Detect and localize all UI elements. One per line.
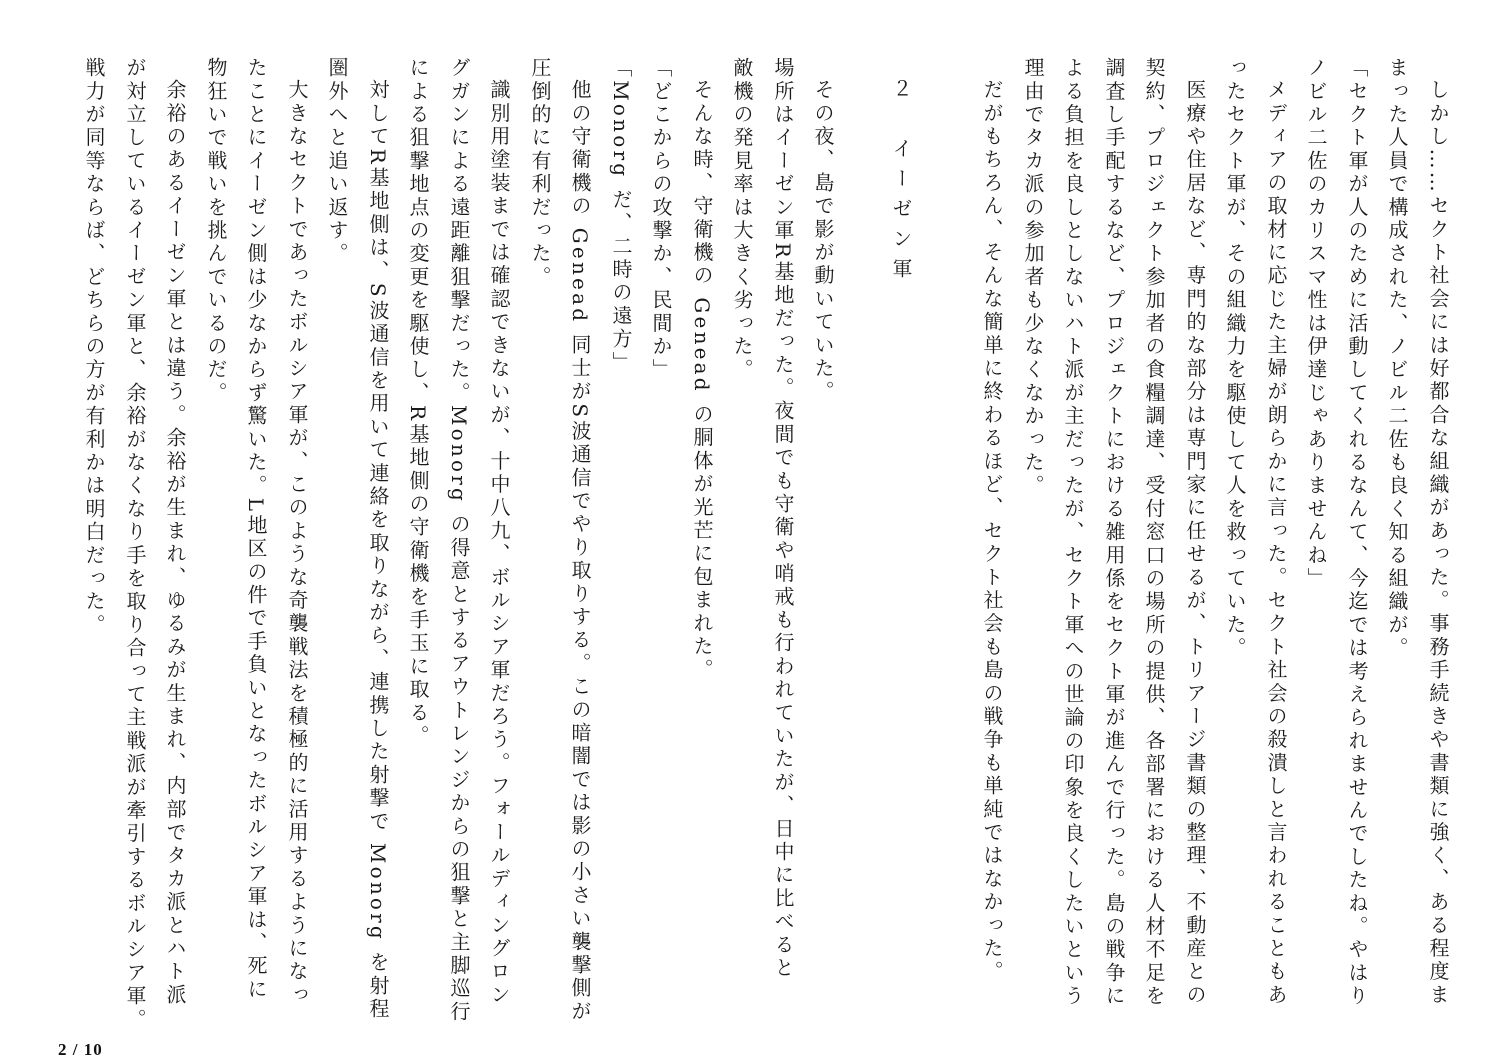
text-line-2: まった人員で構成された、ノビル二佐も良く知る組織が。 bbox=[1385, 57, 1409, 661]
section-heading: ２ イーゼン軍 bbox=[889, 78, 913, 288]
text-line-29: 余裕のあるイーゼン軍とは違う。余裕が生まれ、ゆるみが生まれ、内部でタカ派とハト派 bbox=[163, 79, 187, 1007]
text-line-11: 理由でタカ派の参加者も少なくなかった。 bbox=[1021, 57, 1045, 498]
text-line-22: グガンによる遠距離狙撃だった。Monorg の得意とするアウトレンジからの狙撃と主脚巡行 bbox=[447, 57, 471, 1024]
text-line-12: だがもちろん、そんな簡単に終わるほど、セクト社会も島の戦争も単純ではなかった。 bbox=[980, 79, 1004, 984]
text-line-15: 敵機の発見率は大きく劣った。 bbox=[730, 57, 754, 382]
text-line-20: 圧倒的に有利だった。 bbox=[528, 57, 552, 289]
text-line-19: 他の守衛機の Genead 同士がS波通信でやり取りする。この暗闇では影の小さい襲撃側が bbox=[568, 79, 592, 1024]
text-line-10: よる負担を良しとしないハト派が主だったが、セクト軍への世論の印象を良くしたいという bbox=[1061, 57, 1085, 1009]
text-line-27: たことにイーゼン側は少なからず驚いた。L地区の件で手負いとなったボルシア軍は、死に bbox=[244, 57, 268, 1002]
text-line-6: ったセクト軍が、その組織力を駆使して人を救っていた。 bbox=[1223, 57, 1247, 661]
text-line-9: 調査し手配するなど、プロジェクトにおける雑用係をセクト軍が進んで行った。島の戦争に bbox=[1102, 57, 1126, 1009]
text-line-28: 物狂いで戦いを挑んでいるのだ。 bbox=[204, 57, 228, 405]
text-line-1: しかし……セクト社会には好都合な組織があった。事務手続きや書類に強く、ある程度ま bbox=[1426, 79, 1450, 1007]
text-line-21: 識別用塗装までは確認できないが、十中八九、ボルシア軍だろう。フォールディングロン bbox=[487, 79, 511, 1007]
text-line-3: 「セクト軍が人のために活動してくれるなんて、今迄では考えられませんでしたね。やはり bbox=[1345, 57, 1369, 1009]
text-line-18: 「Monorg だ、二時の遠方」 bbox=[609, 57, 633, 375]
text-line-14: 場所はイーゼン軍R基地だった。夜間でも守衛や哨戒も行われていたが、日中に比べると bbox=[771, 57, 795, 981]
text-line-7: 医療や住居など、専門的な部分は専門家に任せるが、トリアージ書類の整理、不動産との bbox=[1183, 79, 1207, 1007]
text-line-4: ノビル二佐のカリスマ性は伊達じゃありませんね」 bbox=[1304, 57, 1328, 591]
text-line-24: 対してR基地側は、S波通信を用いて連絡を取りながら、連携した射撃で Monorg を射程 bbox=[366, 79, 390, 1022]
text-line-5: メディアの取材に応じた主婦が朗らかに言った。セクト社会の殺潰しと言われることもあ bbox=[1264, 79, 1288, 1007]
text-line-23: による狙撃地点の変更を駆使し、R基地側の守衛機を手玉に取る。 bbox=[406, 57, 430, 749]
text-line-17: 「どこからの攻撃か、民間か」 bbox=[649, 57, 673, 382]
text-line-13: その夜、島で影が動いていた。 bbox=[811, 79, 835, 404]
text-line-8: 契約、プロジェクト参加者の食糧調達、受付窓口の場所の提供、各部署における人材不足を bbox=[1142, 57, 1166, 1009]
text-line-25: 圏外へと追い返す。 bbox=[325, 57, 349, 266]
text-line-30: が対立しているイーゼン軍と、余裕がなくなり手を取り合って主戦派が牽引するボルシア軍。 bbox=[123, 57, 147, 1032]
text-line-26: 大きなセクトであったボルシア軍が、このような奇襲戦法を積極的に活用するようになっ bbox=[285, 79, 309, 1007]
text-line-16: そんな時、守衛機の Genead の胴体が光芒に包まれた。 bbox=[690, 79, 714, 682]
page-number: 2 / 10 bbox=[58, 1040, 103, 1059]
text-line-31: 戦力が同等ならば、どちらの方が有利かは明白だった。 bbox=[82, 57, 106, 637]
